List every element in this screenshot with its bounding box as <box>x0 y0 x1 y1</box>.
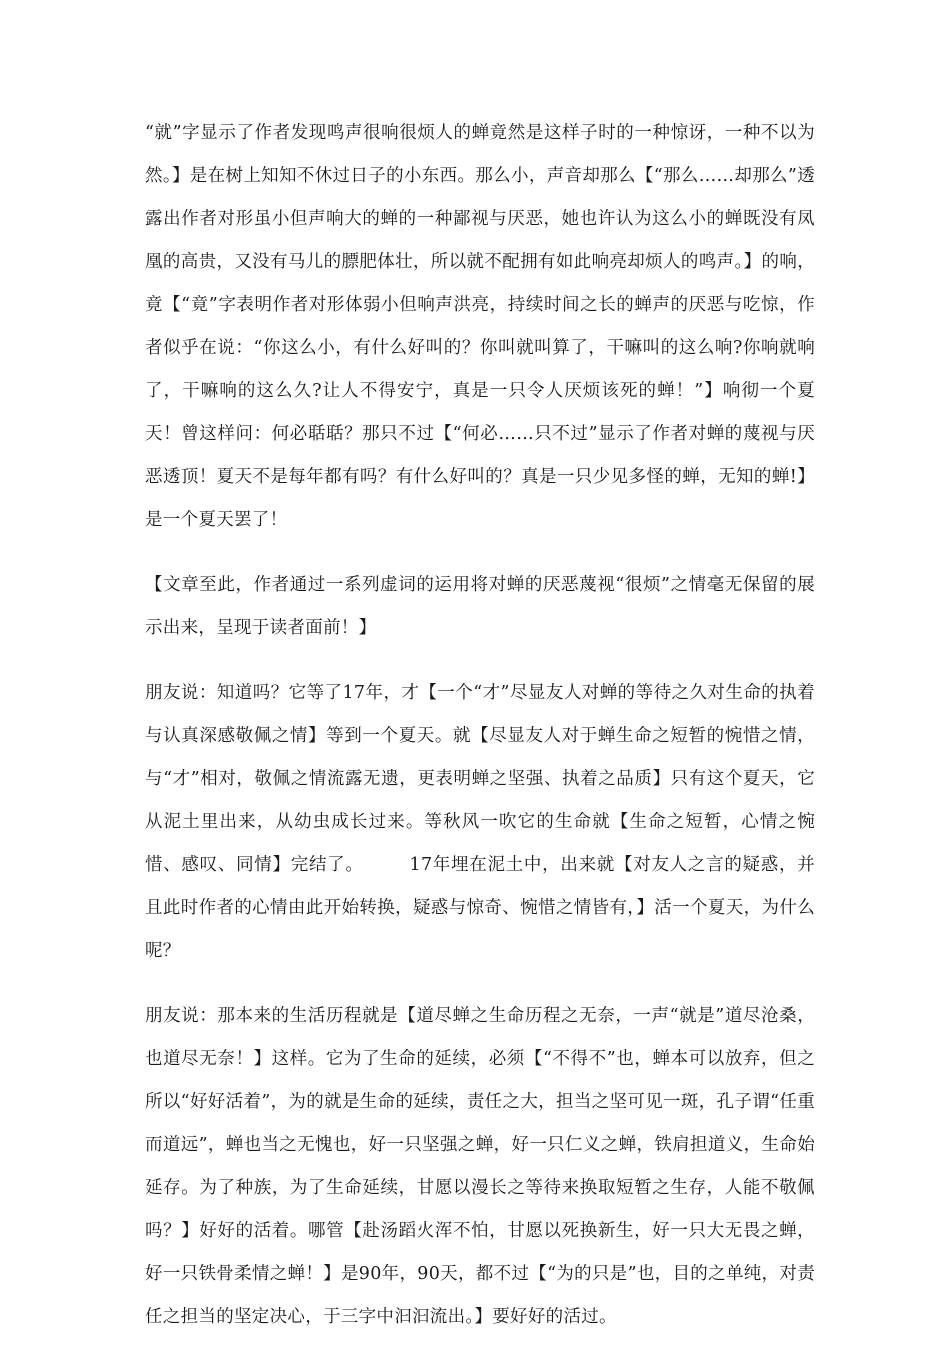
paragraph-1: “就”字显示了作者发现鸣声很响很烦人的蝉竟然是这样子时的一种惊讶，一种不以为然。】是在树上知知不休过日子的小东西。那么小，声音却那么【“那么……却那么”透露出作者对形虽小但声响大的蝉的一种鄙视与厌恶，她也许认为这么小的蝉既没有凤凰的高贵，又没有马儿的膘肥体壮，所以就不配拥有如此响亮却烦人的鸣声。】的响，竟【“竟”字表明作者对形体弱小但响声洪亮，持续时间之长的蝉声的厌恶与吃惊，作者似乎在说：“你这么小，有什么好叫的？你叫就叫算了，干嘛叫的这么响?你响就响了，干嘛响的这么久?让人不得安宁，真是一只令人厌烦该死的蝉！”】响彻一个夏天！曾这样问：何必聒聒？那只不过【“何必……只不过”显示了作者对蝉的蔑视与厌恶透顶！夏天不是每年都有吗？有什么好叫的？真是一只少见多怪的蝉，无知的蝉!】是一个夏天罢了！ <box>145 123 815 530</box>
document-body <box>145 112 815 1361</box>
paragraph-2: 【文章至此，作者通过一系列虚词的运用将对蝉的厌恶蔑视“很烦”之情毫无保留的展示出来，呈现于读者面前！】 <box>145 575 815 638</box>
paragraph-4: 朋友说：那本来的生活历程就是【道尽蝉之生命历程之无奈，一声“就是”道尽沧桑，也道尽无奈！】这样。它为了生命的延续，必须【“不得不”也，蝉本可以放弃，但之所以“好好活着”，为的就是生命的延续，责任之大，担当之坚可见一斑，孔子谓“任重而道远”，蝉也当之无愧也，好一只坚强之蝉，好一只仁义之蝉，铁肩担道义，生命始延存。为了种族，为了生命延续，甘愿以漫长之等待来换取短暂之生存，人能不敬佩吗？】好好的活着。哪管【赴汤蹈火浑不怕，甘愿以死换新生，好一只大无畏之蝉，好一只铁骨柔情之蝉！】是90年，90天，都不过【“为的只是”也，目的之单纯，对责任之担当的坚定决心，于三字中汩汩流出。】要好好的活过。 <box>145 1006 815 1327</box>
paragraph-3: 朋友说：知道吗？它等了17年，才【一个“才”尽显友人对蝉的等待之久对生命的执着与认真深感敬佩之情】等到一个夏天。就【尽显友人对于蝉生命之短暂的惋惜之情，与“才”相对，敬佩之情流露无遗，更表明蝉之坚强、执着之品质】只有这个夏天，它从泥土里出来，从幼虫成长过来。等秋风一吹它的生命就【生命之短暂，心情之惋惜、感叹、同情】完结了。 17年埋在泥土中，出来就【对友人之言的疑惑，并且此时作者的心情由此开始转换，疑惑与惊奇、惋惜之情皆有，】活一个夏天，为什么呢？ <box>145 683 815 961</box>
